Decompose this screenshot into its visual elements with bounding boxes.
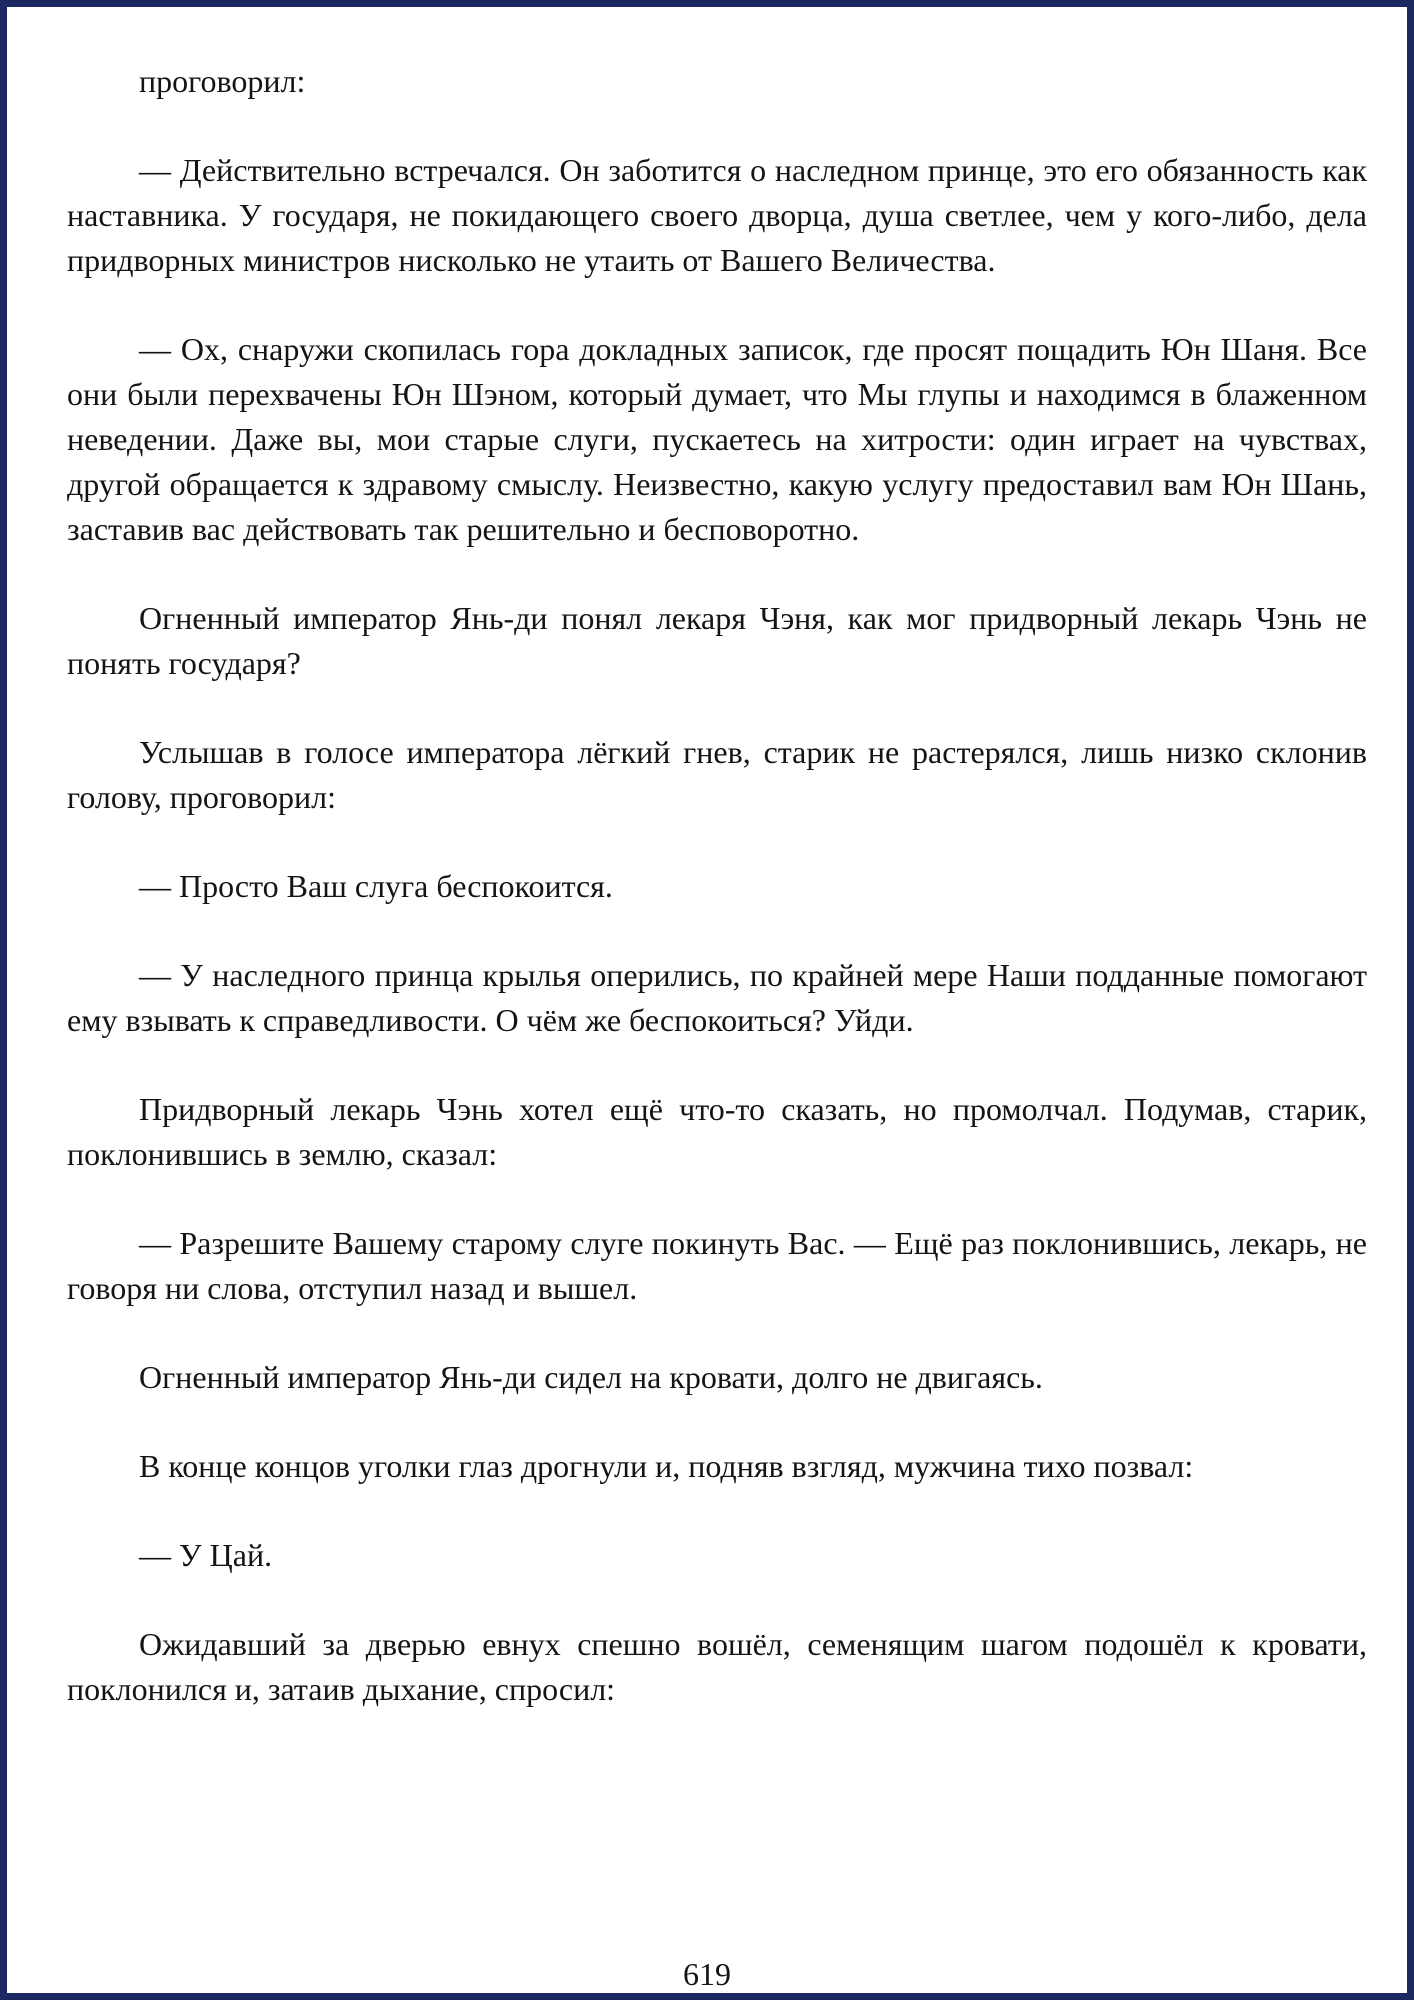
paragraph-5: Услышав в голосе императора лёгкий гнев, старик не растерялся, лишь низко склонив голову, проговорил:: [67, 734, 1367, 815]
paragraph-6: — Просто Ваш слуга беспокоится.: [139, 868, 613, 904]
page-body: [67, 59, 1367, 1712]
paragraph-1: проговорил:: [139, 63, 306, 99]
page-number: 619: [683, 1956, 731, 1992]
paragraph-8: Придворный лекарь Чэнь хотел ещё что-то сказать, но промолчал. Подумав, старик, поклонившись в землю, сказал:: [67, 1091, 1367, 1172]
paragraph-3: — Ох, снаружи скопилась гора докладных записок, где просят пощадить Юн Шаня. Все они были перехвачены Юн Шэном, который думает, что Мы глупы и находимся в блаженном неведении. Даже вы, мои старые слуги, пускаетесь на хитрости: один играет на чувствах, другой обращается к здравому смыслу. Неизвестно, какую услугу предоставил вам Юн Шань, заставив вас действовать так решительно и бесповоротно.: [67, 331, 1367, 547]
paragraph-7: — У наследного принца крылья оперились, по крайней мере Наши подданные помогают ему взывать к справедливости. О чём же беспокоиться? Уйди.: [67, 957, 1367, 1038]
paragraph-10: Огненный император Янь-ди сидел на кровати, долго не двигаясь.: [139, 1359, 1043, 1395]
paragraph-12: — У Цай.: [139, 1537, 273, 1573]
paragraph-4: Огненный император Янь-ди понял лекаря Чэня, как мог придворный лекарь Чэнь не понять государя?: [67, 600, 1367, 681]
paragraph-9: — Разрешите Вашему старому слуге покинуть Вас. — Ещё раз поклонившись, лекарь, не говоря ни слова, отступил назад и вышел.: [67, 1225, 1367, 1306]
paragraph-2: — Действительно встречался. Он заботится о наследном принце, это его обязанность как наставника. У государя, не покидающего своего дворца, душа светлее, чем у кого-либо, дела придворных министров нисколько не утаить от Вашего Величества.: [67, 152, 1367, 278]
paragraph-13: Ожидавший за дверью евнух спешно вошёл, семенящим шагом подошёл к кровати, поклонился и, затаив дыхание, спросил:: [67, 1626, 1367, 1707]
paragraph-11: В конце концов уголки глаз дрогнули и, подняв взгляд, мужчина тихо позвал:: [139, 1448, 1194, 1484]
